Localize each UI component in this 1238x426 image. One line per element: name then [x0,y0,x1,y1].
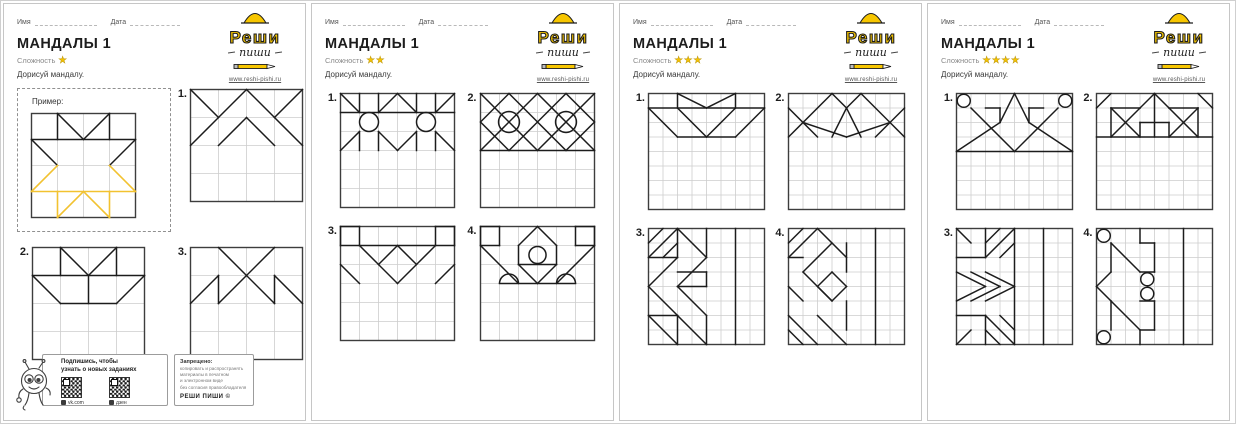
puzzle-area [941,88,1216,346]
legal-box: Запрещено: копировать и распространять материалы в печатном и электронном виде без согласия правообладателя РЕШИ ПИШИ © [174,354,254,406]
puzzle-number: 3. [177,246,187,258]
puzzle-grid [1095,92,1214,211]
puzzle [325,92,461,209]
puzzle [17,246,169,361]
puzzle-area [325,88,600,342]
qr-row [61,377,162,406]
puzzle [1081,227,1217,346]
puzzle [633,92,769,211]
logo-site-link[interactable]: www.reshi-pishi.ru [536,77,590,83]
page-title: МАНДАЛЫ 1 [17,36,112,52]
name-blank-line [343,18,405,26]
qr-item-dzen [109,377,149,406]
puzzle-number: 1. [177,88,187,100]
instruction-text: Дорисуй мандалу. [633,70,701,79]
puzzle [465,225,601,342]
puzzle-grid [30,112,137,219]
date-blank-line [438,18,488,26]
example-box [17,88,171,232]
vk-icon [61,400,66,405]
name-blank-line [651,18,713,26]
puzzle-number: 3. [327,225,337,237]
puzzle-number: 1. [943,92,953,104]
difficulty-stars: ★ [58,55,68,66]
name-date-row: Имя Дата [941,18,1141,26]
date-blank-line [1054,18,1104,26]
puzzle [941,227,1077,346]
puzzle-number: 2. [467,92,477,104]
puzzle [773,92,909,211]
qr-dzen-label: дзен [116,399,127,406]
puzzle-number: 2. [19,246,29,258]
puzzle-number: 2. [775,92,785,104]
name-date-row: Имя Дата [325,18,525,26]
puzzle-area [633,88,908,346]
logo-site-link[interactable]: www.reshi-pishi.ru [1152,77,1206,83]
puzzle-grid [479,225,596,342]
page-title: МАНДАЛЫ 1 [941,36,1036,52]
date-label: Дата [110,19,127,26]
puzzle-grid [647,92,766,211]
puzzle-grid [339,92,456,209]
puzzle-grid [955,227,1074,346]
puzzle [773,227,909,346]
difficulty-row: Сложность ★★ [325,55,386,66]
logo: Реши пиши www.reshi-pishi.ru [830,11,912,83]
puzzle-grid [189,246,304,361]
logo-site-link[interactable]: www.reshi-pishi.ru [844,77,898,83]
logo: Реши пиши www.reshi-pishi.ru [1138,11,1220,83]
logo-site-link[interactable]: www.reshi-pishi.ru [228,77,282,83]
date-blank-line [746,18,796,26]
puzzle-number: 3. [635,227,645,239]
puzzle-grid [787,227,906,346]
logo-hat-icon [856,11,886,24]
qr-code-vk [61,377,82,398]
difficulty-row: Сложность ★★★★ [941,55,1021,66]
logo-pencil-icon [541,63,585,70]
name-blank-line [959,18,1021,26]
logo-pencil-icon [233,63,277,70]
logo-hat-icon [548,11,578,24]
puzzle-number: 1. [327,92,337,104]
logo-word-reshi: Реши [229,28,281,47]
puzzle [941,92,1077,211]
puzzle-grid [1095,227,1214,346]
page-title: МАНДАЛЫ 1 [633,36,728,52]
worksheet-page-4 [927,3,1230,421]
qr-vk-label: vk.com [68,399,84,406]
logo-hat-icon [1164,11,1194,24]
puzzle [633,227,769,346]
puzzle-grid [339,225,456,342]
logo-hat-icon [240,11,270,24]
logo-pencil-icon [849,63,893,70]
puzzle-grid [189,88,304,203]
name-blank-line [35,18,97,26]
puzzle [465,92,601,209]
puzzle [175,246,304,361]
puzzle-grid [647,227,766,346]
difficulty-stars: ★★★ [674,55,703,66]
puzzle [175,88,304,203]
puzzle-grid [955,92,1074,211]
difficulty-label: Сложность [17,56,56,65]
worksheet-page-1 [3,3,306,421]
puzzle-grid [479,92,596,209]
difficulty-stars: ★★ [366,55,386,66]
instruction-text: Дорисуй мандалу. [941,70,1009,79]
qr-item-vk [61,377,101,406]
page-title: МАНДАЛЫ 1 [325,36,420,52]
instruction-text: Дорисуй мандалу. [325,70,393,79]
legal-brand: РЕШИ ПИШИ © [180,393,231,400]
puzzle-grid [31,246,146,361]
difficulty-stars: ★★★★ [982,55,1021,66]
puzzle-area [17,88,292,361]
name-date-row: Имя Дата [633,18,833,26]
puzzle-grid [787,92,906,211]
logo-word-pishi: пиши [214,47,296,58]
puzzle-number: 2. [1083,92,1093,104]
puzzle-number: 1. [635,92,645,104]
worksheet-page-3 [619,3,922,421]
mascot-illustration [15,358,55,412]
difficulty-row: Сложность ★★★ [633,55,703,66]
puzzle-number: 4. [467,225,477,237]
name-date-row [17,18,217,26]
puzzle-number: 4. [1083,227,1093,239]
logo: Реши пиши www.reshi-pishi.ru [522,11,604,83]
qr-code-dzen [109,377,130,398]
dzen-icon [109,400,114,405]
footer [15,354,254,412]
worksheet-page-2 [311,3,614,421]
instruction-text: Дорисуй мандалу. [17,70,85,79]
puzzle-number: 3. [943,227,953,239]
subscribe-text: Подпишись, чтобы узнать о новых заданиях [61,359,137,373]
legal-title: Запрещено: [180,359,213,365]
logo-pencil-icon [1157,63,1201,70]
example-label: Пример: [32,97,64,106]
subscribe-box [42,354,168,406]
date-blank-line [130,18,180,26]
puzzle [1081,92,1217,211]
puzzle-number: 4. [775,227,785,239]
logo [214,11,296,83]
puzzle [325,225,461,342]
name-label: Имя [17,19,31,26]
